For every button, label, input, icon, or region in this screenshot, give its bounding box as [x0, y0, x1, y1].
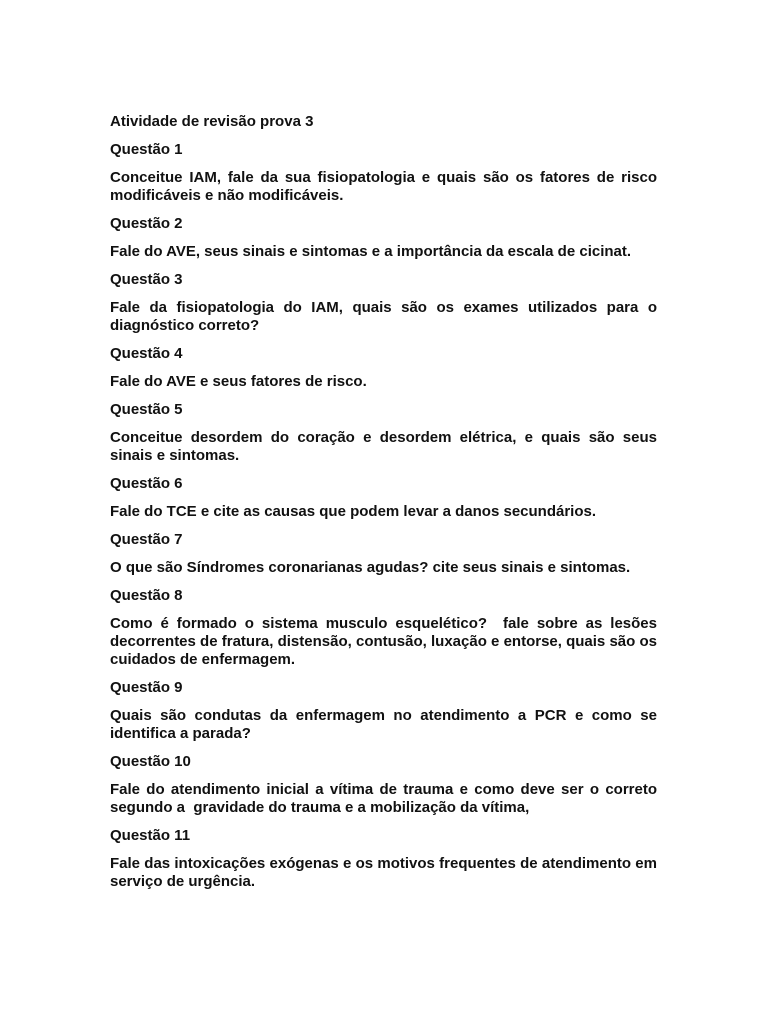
question-heading: Questão 5: [110, 401, 183, 418]
question-text: Fale do AVE e seus fatores de risco.: [110, 373, 367, 390]
question-heading: Questão 3: [110, 271, 183, 288]
question-heading: Questão 7: [110, 531, 183, 548]
question-block-5: [110, 401, 662, 465]
question-text: Fale das intoxicações exógenas e os motivos frequentes de atendimento em serviço de urgência.: [110, 855, 662, 890]
question-block-10: [110, 753, 662, 817]
document-title: Atividade de revisão prova 3: [110, 113, 314, 130]
question-block-4: [110, 345, 657, 391]
question-text: Fale da fisiopatologia do IAM, quais são os exames utilizados para o diagnóstico correto?: [110, 299, 662, 334]
question-text: Fale do atendimento inicial a vítima de trauma e como deve ser o correto segundo a gravidade do trauma e a mobilização da vítima,: [110, 781, 662, 816]
question-block-7: [110, 531, 657, 577]
question-block-6: [110, 475, 657, 521]
question-block-1: [110, 141, 662, 205]
question-heading: Questão 1: [110, 141, 183, 158]
question-text: Como é formado o sistema musculo esquelético? fale sobre as lesões decorrentes de fratura, distensão, contusão, luxação e entorse, quais são os cuidados de enfermagem.: [110, 615, 662, 668]
question-heading: Questão 2: [110, 215, 183, 232]
question-heading: Questão 6: [110, 475, 183, 492]
question-heading: Questão 11: [110, 827, 191, 844]
question-text: Fale do TCE e cite as causas que podem levar a danos secundários.: [110, 503, 597, 520]
document-page: [110, 113, 662, 901]
question-heading: Questão 4: [110, 345, 183, 362]
question-block-9: [110, 679, 662, 743]
question-text: Quais são condutas da enfermagem no atendimento a PCR e como se identifica a parada?: [110, 707, 662, 742]
question-text: Fale do AVE, seus sinais e sintomas e a importância da escala de cicinat.: [110, 243, 632, 260]
question-block-8: [110, 587, 662, 669]
question-block-3: [110, 271, 662, 335]
question-heading: Questão 9: [110, 679, 183, 696]
question-text: Conceitue desordem do coração e desordem elétrica, e quais são seus sinais e sintomas.: [110, 429, 662, 464]
question-block-2: [110, 215, 657, 261]
question-heading: Questão 10: [110, 753, 191, 770]
question-block-11: [110, 827, 662, 891]
question-heading: Questão 8: [110, 587, 183, 604]
question-text: Conceitue IAM, fale da sua fisiopatologia e quais são os fatores de risco modificáveis e não modificáveis.: [110, 169, 662, 204]
question-text: O que são Síndromes coronarianas agudas? cite seus sinais e sintomas.: [110, 559, 631, 576]
